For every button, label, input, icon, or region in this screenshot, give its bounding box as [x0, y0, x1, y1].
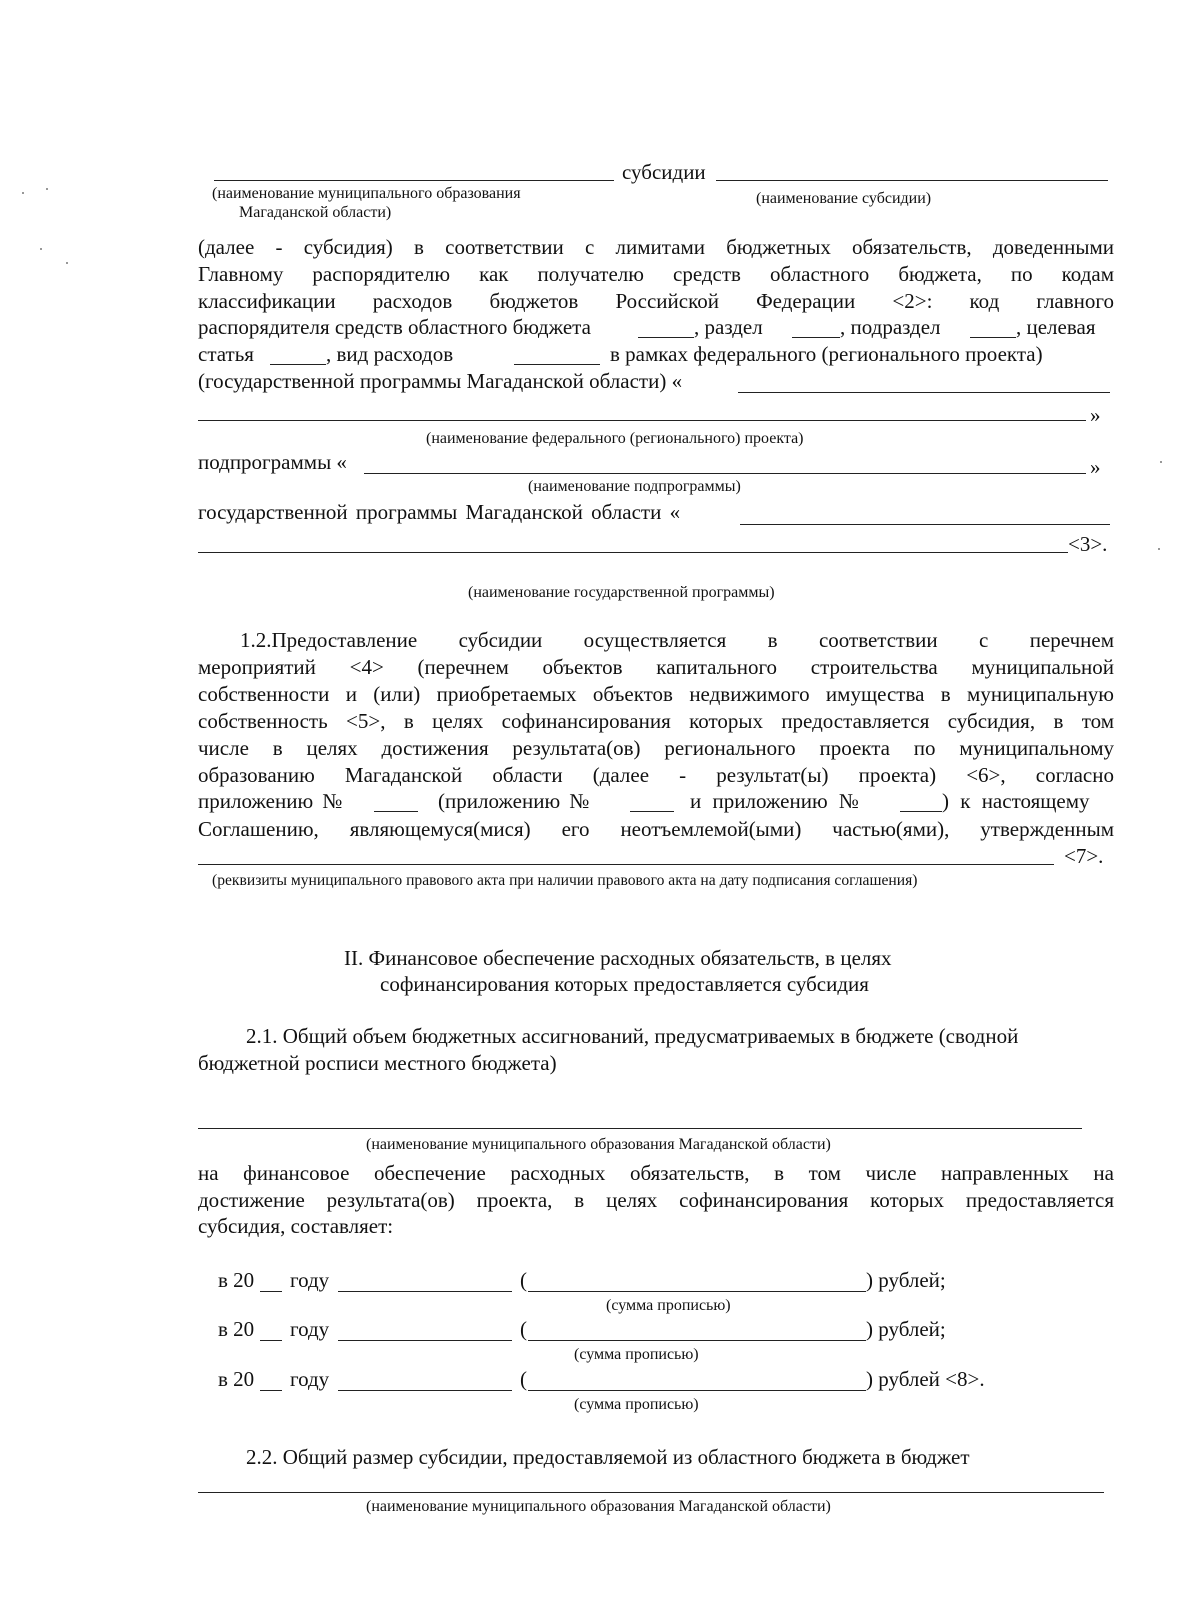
para21-last: субсидия, составляет: [198, 1214, 394, 1238]
amount-blank [338, 1291, 512, 1292]
scan-speck [46, 188, 48, 190]
year-blank [260, 1291, 282, 1292]
year-word: году [290, 1268, 330, 1292]
para12-l7-a: приложению № [198, 789, 343, 813]
cap-amount-words: (сумма прописью) [574, 1396, 699, 1413]
para12-line: числе в целях достижения результата(ов) регионального проекта по муниципальному [198, 736, 1114, 760]
open-paren: ( [520, 1268, 527, 1292]
para12-l8: Соглашению, являющемуся(мися) его неотъемлемой(ыми) частью(ями), утвержденным [198, 817, 1114, 841]
cap-municipality: (наименование муниципального образования Магаданской области) [366, 1136, 831, 1153]
state-program-blank-1 [740, 524, 1110, 525]
cap-amount-words: (сумма прописью) [606, 1297, 731, 1314]
para21-line: на финансовое обеспечение расходных обязательств, в том числе направленных на [198, 1161, 1114, 1185]
cap-amount-words: (сумма прописью) [574, 1346, 699, 1363]
para1-line: Главному распорядителю как получателю средств областного бюджета, по кодам [198, 262, 1114, 286]
para21-line1: 2.1. Общий объем бюджетных ассигнований, предусматриваемых в бюджете (сводной [246, 1024, 1019, 1048]
para1-l4-b: , раздел [694, 315, 763, 339]
para1-line: (далее - субсидия) в соответствии с лимитами бюджетных обязательств, доведенными [198, 235, 1114, 259]
amount-words-blank [528, 1340, 866, 1341]
para12-l7-c: и приложению № [690, 789, 859, 813]
blank-program-name [738, 392, 1110, 393]
year-prefix: в 20 [218, 1317, 255, 1341]
subsidy-name-blank [716, 180, 1108, 181]
municipality-blank [214, 180, 614, 181]
blank-article [270, 364, 326, 365]
para12-l7-b: (приложению № [438, 789, 590, 813]
cap-municipality-line2: Магаданской области) [239, 204, 392, 221]
para1-line: классификации расходов бюджетов Российской Федерации <2>: код главного [198, 289, 1114, 313]
state-program-label: государственной программы Магаданской области « [198, 500, 681, 524]
cap-subprogram: (наименование подпрограммы) [528, 478, 741, 495]
scan-speck [22, 192, 24, 194]
blank-appendix-1 [374, 811, 418, 812]
para1-l5-b: , вид расходов [326, 342, 454, 366]
para12-line: образованию Магаданской области (далее - результат(ы) проекта) <6>, согласно [198, 763, 1114, 787]
cap-legal-act: (реквизиты муниципального правового акта при наличии правового акта на дату подписания соглашения) [212, 872, 918, 889]
open-paren: ( [520, 1367, 527, 1391]
para12-line: 1.2.Предоставление субсидии осуществляется в соответствии с перечнем [240, 628, 1114, 652]
close-rubles: ) рублей; [866, 1317, 946, 1341]
year-prefix: в 20 [218, 1367, 255, 1391]
year-blank [260, 1340, 282, 1341]
para1-l4-d: , целевая [1016, 315, 1096, 339]
cap-project: (наименование федерального (регионального) проекта) [426, 430, 804, 447]
para1-l6: (государственной программы Магаданской области) « [198, 369, 683, 393]
para1-l4-c: , подраздел [840, 315, 941, 339]
subsidy-word: субсидии [622, 160, 706, 184]
para1-l5-a: статья [198, 342, 254, 366]
para12-line: собственность <5>, в целях софинансирования которых предоставляется субсидия, в том [198, 709, 1114, 733]
cap-municipality-line1: (наименование муниципального образования [212, 185, 521, 202]
close-rubles: ) рублей <8>. [866, 1367, 985, 1391]
year-word: году [290, 1317, 330, 1341]
municipality-name-blank [198, 1492, 1104, 1493]
para12-line: мероприятий <4> (перечнем объектов капитального строительства муниципальной [198, 655, 1114, 679]
blank-expense-type [514, 364, 600, 365]
year-word: году [290, 1367, 330, 1391]
state-program-blank-2 [198, 552, 1068, 553]
cap-municipality: (наименование муниципального образования Магаданской области) [366, 1498, 831, 1515]
close-rubles: ) рублей; [866, 1268, 946, 1292]
para12-l7-d: ) к настоящему [942, 789, 1090, 813]
amount-words-blank [528, 1390, 866, 1391]
section2-title-line2: софинансирования которых предоставляется субсидия [380, 972, 869, 996]
blank-code [638, 337, 694, 338]
amount-blank [338, 1340, 512, 1341]
year-prefix: в 20 [218, 1268, 255, 1292]
para21-line: достижение результата(ов) проекта, в целях софинансирования которых предоставляется [198, 1188, 1114, 1212]
year-blank [260, 1390, 282, 1391]
footnote-7: <7>. [1064, 844, 1104, 868]
amount-words-blank [528, 1291, 866, 1292]
blank-section [792, 337, 840, 338]
project-name-blank [198, 420, 1086, 421]
blank-appendix-3 [900, 811, 942, 812]
para12-line: собственности и (или) приобретаемых объектов недвижимого имущества в муниципальную [198, 682, 1114, 706]
cap-state-program: (наименование государственной программы) [468, 584, 775, 601]
para21-line2: бюджетной росписи местного бюджета) [198, 1051, 557, 1075]
project-close-quote: » [1090, 403, 1101, 427]
scan-speck [66, 262, 68, 264]
subprogram-close-quote: » [1090, 455, 1101, 479]
legal-act-blank [198, 864, 1054, 865]
section2-title-line1: II. Финансовое обеспечение расходных обязательств, в целях [344, 946, 892, 970]
subprogram-name-blank [364, 473, 1086, 474]
open-paren: ( [520, 1317, 527, 1341]
para22-line1: 2.2. Общий размер субсидии, предоставляемой из областного бюджета в бюджет [246, 1445, 970, 1469]
amount-blank [338, 1390, 512, 1391]
subprogram-label: подпрограммы « [198, 450, 347, 474]
para1-l4-a: распорядителя средств областного бюджета [198, 315, 591, 339]
blank-subsection [970, 337, 1016, 338]
scan-speck [1160, 461, 1162, 463]
scan-speck [1158, 548, 1160, 550]
municipality-name-blank [198, 1128, 1082, 1129]
para1-l5-c: в рамках федерального (регионального проекта) [610, 342, 1043, 366]
blank-appendix-2 [630, 811, 674, 812]
scan-speck [40, 248, 42, 250]
footnote-3: <3>. [1068, 532, 1108, 556]
cap-subsidy-name: (наименование субсидии) [756, 190, 932, 207]
